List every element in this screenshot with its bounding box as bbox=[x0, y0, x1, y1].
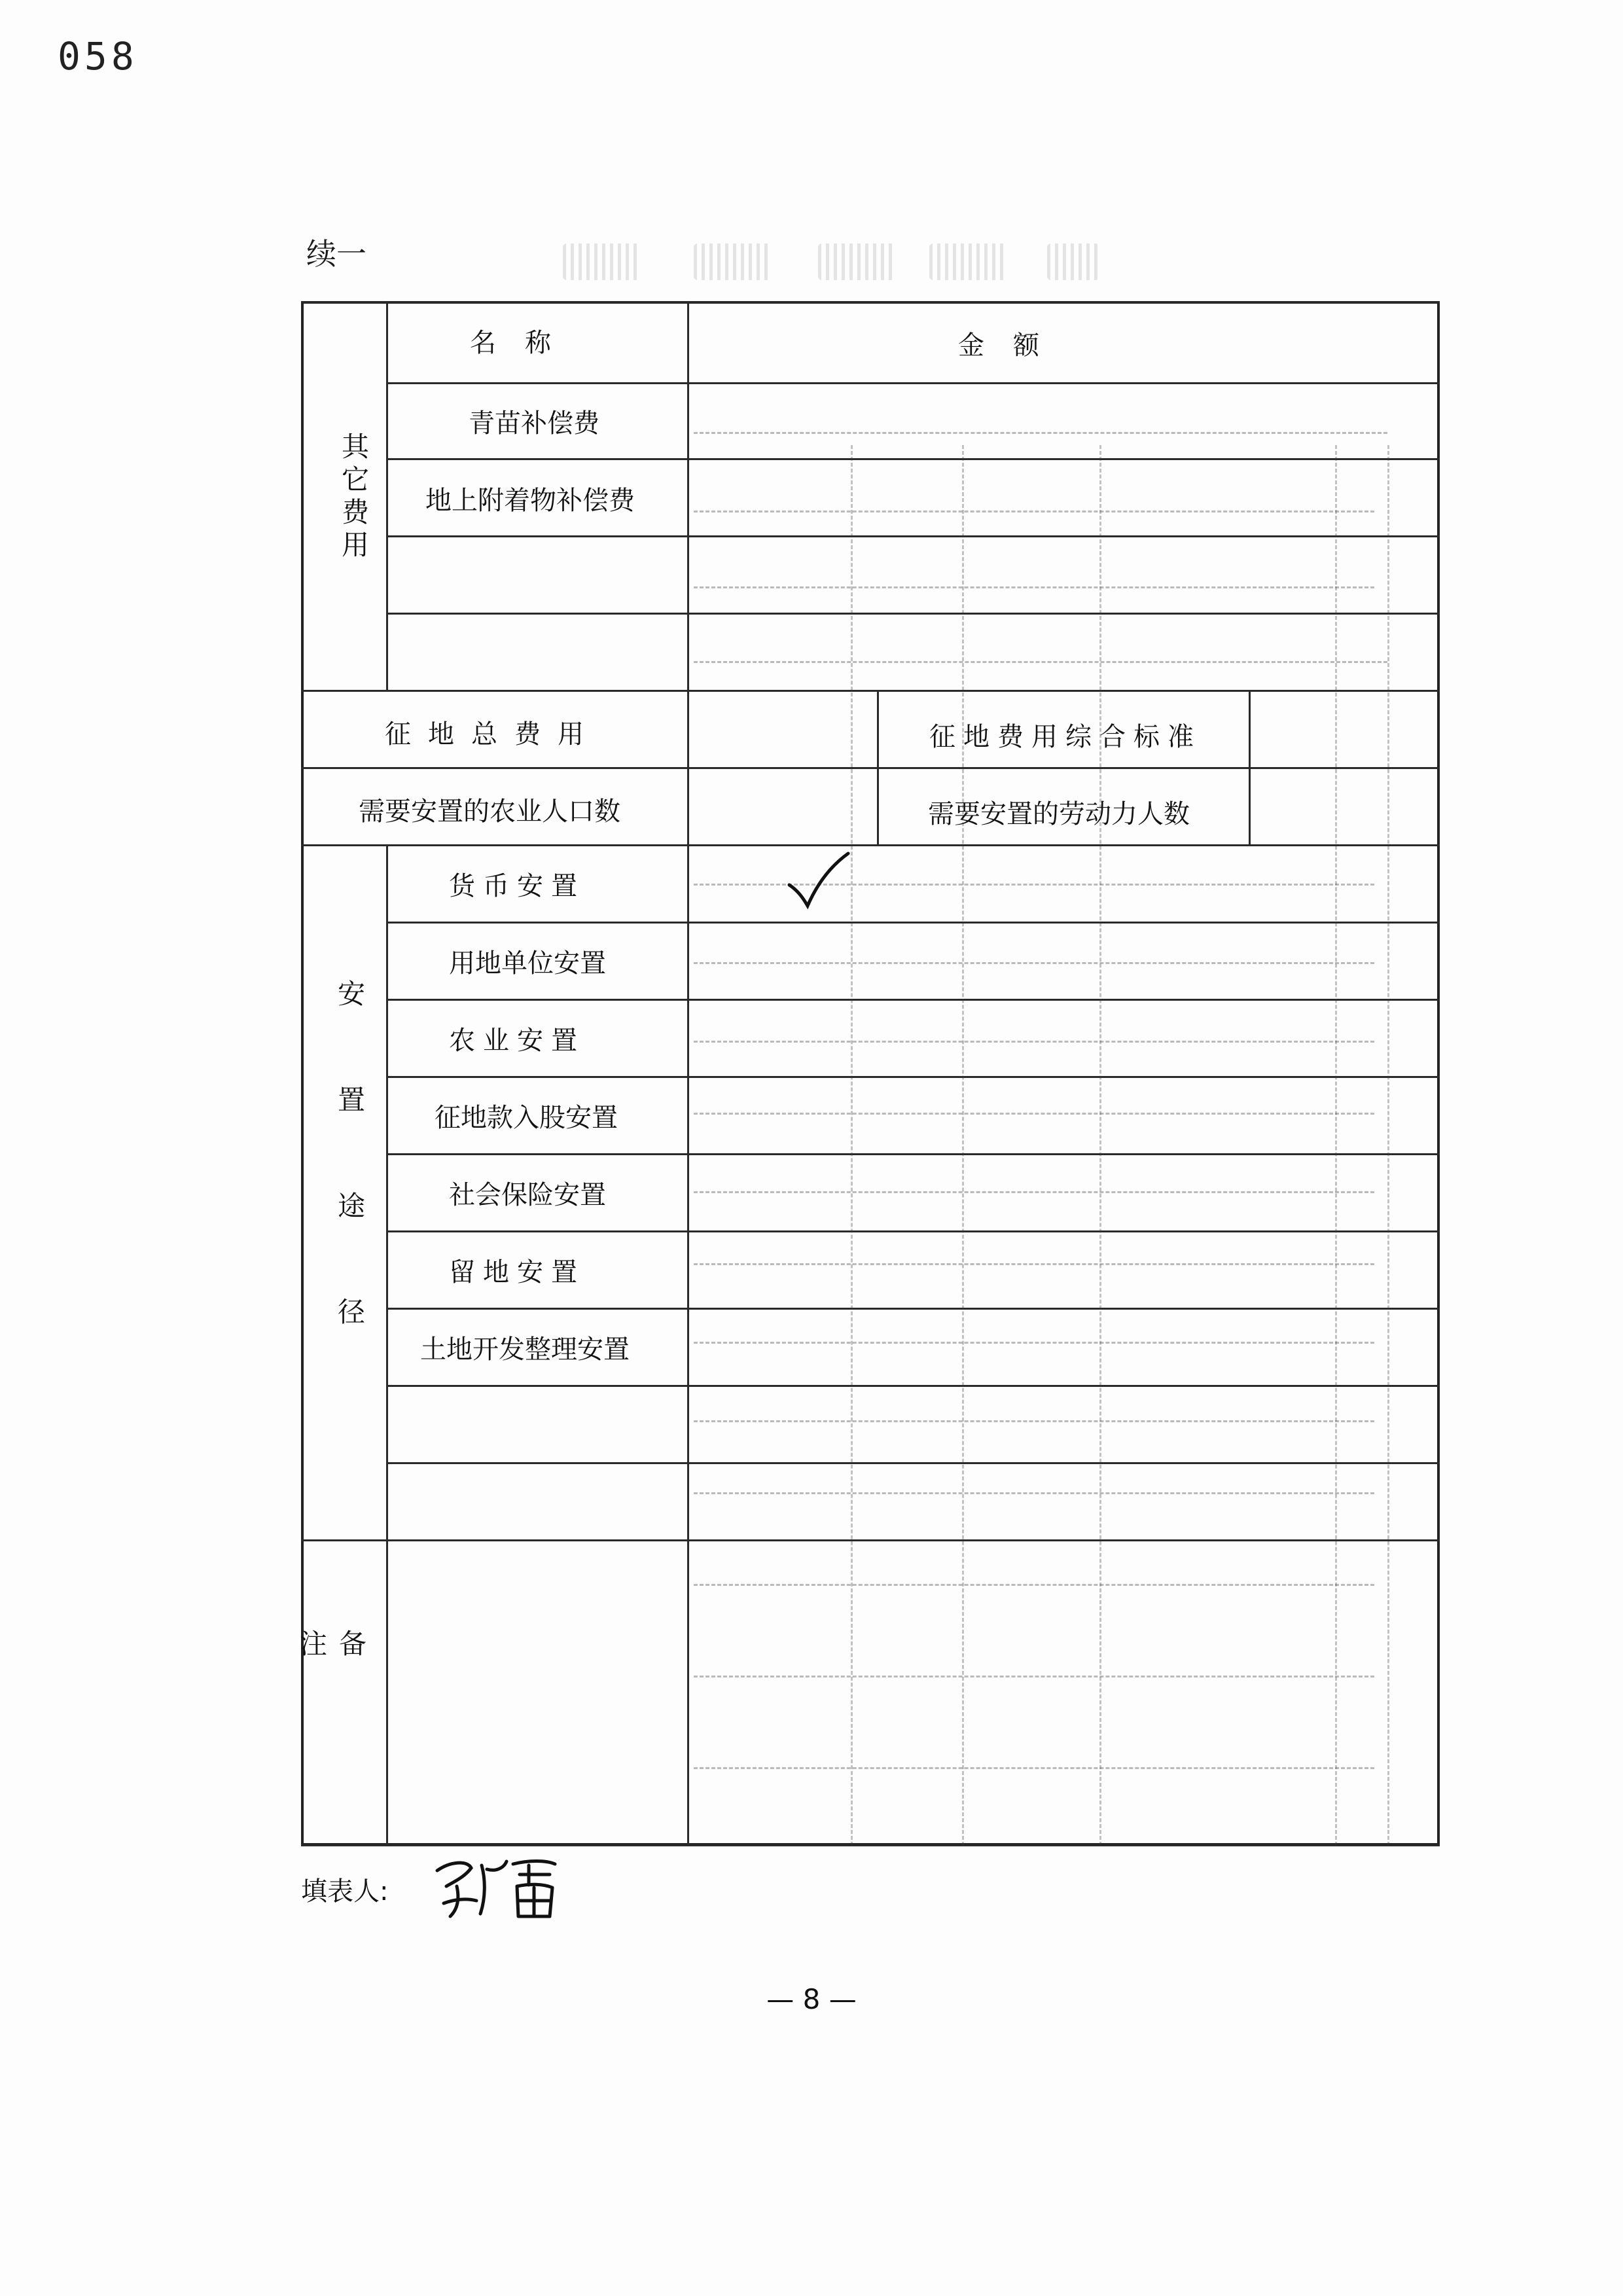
row-rule bbox=[386, 458, 1440, 460]
faded-rule bbox=[694, 1342, 1374, 1344]
resettle-social-insurance: 社会保险安置 bbox=[449, 1180, 606, 1210]
faded-rule bbox=[694, 586, 1374, 588]
faded-rule bbox=[694, 1767, 1374, 1769]
page-number: — 8 — bbox=[766, 1983, 857, 2015]
row-rule bbox=[301, 844, 1440, 846]
remarks-label: 备注 bbox=[296, 1629, 367, 1735]
row-rule bbox=[386, 1076, 1440, 1078]
row-rule bbox=[386, 1462, 1440, 1464]
faded-rule bbox=[694, 962, 1374, 964]
row-rule bbox=[386, 1385, 1440, 1387]
faded-rule bbox=[694, 1113, 1374, 1115]
row-rule bbox=[386, 382, 1440, 384]
column-rule bbox=[386, 844, 388, 1844]
faded-rule bbox=[1335, 445, 1337, 1846]
fee-row-green-crop: 青苗补偿费 bbox=[469, 408, 599, 439]
resettle-employer: 用地单位安置 bbox=[449, 948, 606, 978]
faded-form-header bbox=[563, 243, 1126, 289]
filler-label: 填表人: bbox=[301, 1876, 389, 1907]
faded-rule bbox=[694, 1584, 1374, 1586]
faded-rule bbox=[851, 445, 853, 1846]
resettle-monetary: 货币安置 bbox=[449, 871, 585, 901]
faded-rule bbox=[694, 511, 1374, 512]
row-rule bbox=[386, 1308, 1440, 1310]
faded-rule bbox=[694, 1191, 1374, 1193]
row-rule bbox=[386, 1153, 1440, 1155]
faded-rule bbox=[694, 1041, 1374, 1043]
resettle-equity: 征地款入股安置 bbox=[435, 1103, 618, 1133]
header-amount: 金额 bbox=[958, 331, 1068, 361]
fee-standard-label: 征地费用综合标准 bbox=[929, 722, 1202, 752]
form-table bbox=[296, 301, 1440, 1846]
faded-rule bbox=[694, 1420, 1374, 1422]
checkmark-icon bbox=[785, 851, 851, 910]
faded-rule bbox=[962, 445, 964, 1846]
row-rule bbox=[301, 767, 1440, 769]
faded-rule bbox=[694, 432, 1387, 434]
row-rule bbox=[386, 1230, 1440, 1232]
total-fee-label: 征地总费用 bbox=[385, 719, 601, 749]
resettle-land-development: 土地开发整理安置 bbox=[420, 1335, 630, 1365]
continued-label: 续一 bbox=[306, 236, 366, 272]
row-rule bbox=[301, 301, 1440, 303]
row-rule bbox=[386, 922, 1440, 924]
row-rule bbox=[386, 613, 1440, 615]
row-rule bbox=[301, 690, 1440, 692]
row-rule bbox=[301, 1539, 1440, 1541]
resettle-reserved-land: 留地安置 bbox=[449, 1257, 585, 1287]
faded-rule bbox=[694, 1263, 1374, 1265]
resettle-agriculture: 农业安置 bbox=[449, 1026, 585, 1056]
resettlement-group-label: 安置途径 bbox=[334, 979, 366, 1403]
labor-count-label: 需要安置的劳动力人数 bbox=[928, 799, 1190, 829]
farm-population-label: 需要安置的农业人口数 bbox=[359, 797, 620, 827]
column-rule bbox=[386, 301, 388, 690]
faded-rule bbox=[694, 661, 1387, 663]
header-name: 名称 bbox=[470, 328, 580, 358]
column-rule bbox=[687, 301, 689, 1844]
other-fees-group-label: 其它费用 bbox=[338, 432, 370, 563]
faded-rule bbox=[694, 1676, 1374, 1677]
faded-rule bbox=[1387, 445, 1389, 1846]
faded-rule bbox=[1099, 445, 1101, 1846]
faded-rule bbox=[694, 1492, 1374, 1494]
handwritten-signature bbox=[431, 1846, 562, 1924]
row-rule bbox=[386, 999, 1440, 1001]
document-number: 058 bbox=[58, 34, 138, 79]
row-rule bbox=[386, 535, 1440, 537]
fee-row-attachments: 地上附着物补偿费 bbox=[425, 486, 635, 516]
column-rule bbox=[877, 690, 879, 844]
column-rule bbox=[1249, 690, 1251, 844]
